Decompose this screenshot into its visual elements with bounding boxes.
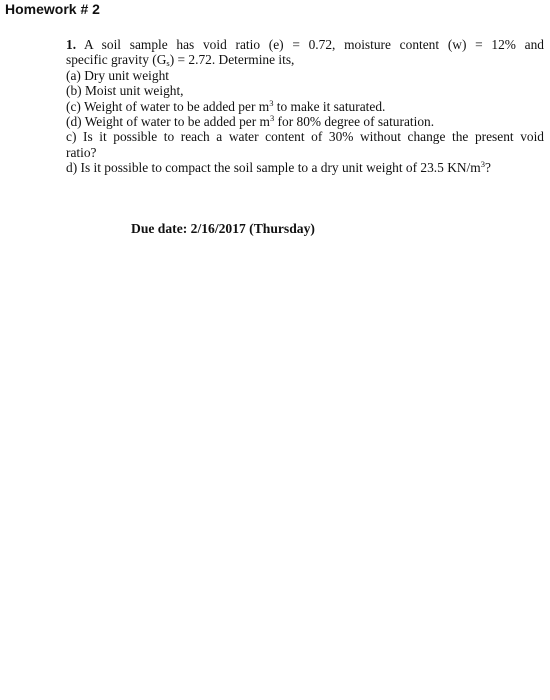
part-a: (a) Dry unit weight xyxy=(66,67,170,83)
part-d-superscript: 3 xyxy=(269,113,275,124)
determine-text: ) = 2.72. Determine its, xyxy=(169,52,295,68)
part-e-line-2: ratio? xyxy=(66,144,97,160)
specific-gravity-subscript: s xyxy=(166,58,170,69)
part-f xyxy=(66,160,544,175)
problem-intro-text: A soil sample has void ratio (e) = 0.72, moisture content (w) = 12% and xyxy=(84,37,544,52)
part-c-text-end: to make it saturated. xyxy=(273,98,386,114)
problem-1 xyxy=(66,37,544,176)
homework-title: Homework # 2 xyxy=(5,1,100,17)
problem-intro-line-2 xyxy=(66,52,544,67)
part-b: (b) Moist unit weight, xyxy=(66,83,184,99)
part-f-text-end: ? xyxy=(484,160,491,176)
problem-number: 1. xyxy=(66,37,77,52)
part-d xyxy=(66,114,544,129)
part-f-text: d) Is it possible to compact the soil sample to a dry unit weight of 23.5 KN/m xyxy=(66,160,481,176)
part-e-line-1: c) Is it possible to reach a water content of 30% without change the present void xyxy=(66,129,544,145)
part-c-superscript: 3 xyxy=(269,97,274,108)
part-f-superscript: 3 xyxy=(480,159,485,170)
part-c xyxy=(66,99,544,114)
due-date: Due date: 2/16/2017 (Thursday) xyxy=(131,221,315,236)
specific-gravity-text: specific gravity (G xyxy=(66,52,167,68)
part-d-text: (d) Weight of water to be added per m xyxy=(66,114,270,130)
part-d-text-end: for 80% degree of saturation. xyxy=(274,114,435,130)
part-c-text: (c) Weight of water to be added per m xyxy=(66,98,270,114)
problem-intro-line-1 xyxy=(66,37,544,52)
